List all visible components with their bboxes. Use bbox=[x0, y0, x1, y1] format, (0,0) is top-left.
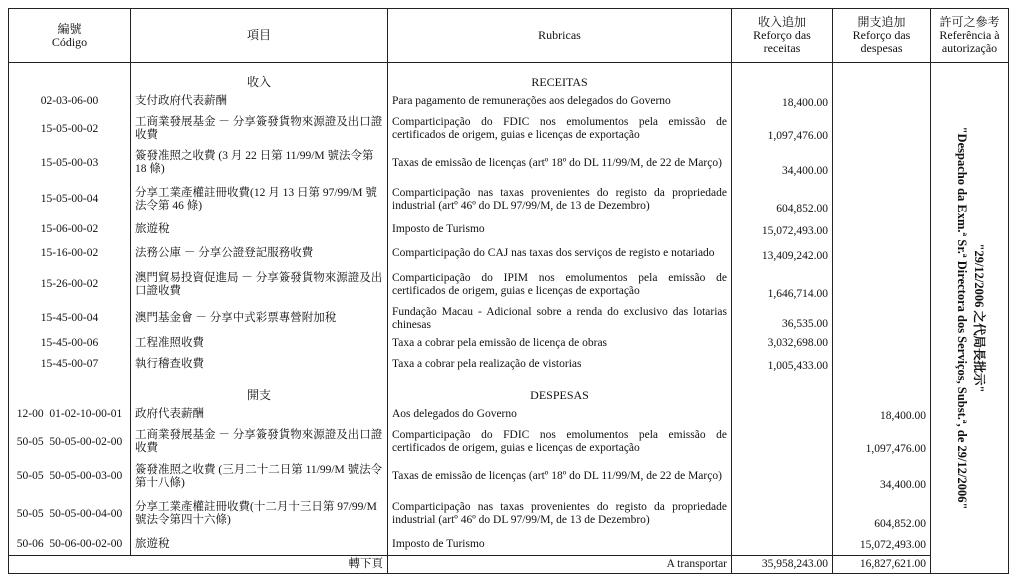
row-item: 法務公庫 － 分享公證登記服務收費 bbox=[131, 241, 388, 266]
section-title-pt: RECEITAS bbox=[388, 63, 732, 91]
row-code: 15-45-00-07 bbox=[9, 353, 131, 376]
row-receita: 36,535.00 bbox=[732, 304, 833, 334]
row-rubrica: Comparticipação do IPIM nos emolumentos pela emissão de certificados de origem, guias e licenças de exportação bbox=[388, 266, 732, 304]
row-despesa: 1,097,476.00 bbox=[833, 426, 931, 459]
row-despesa: 34,400.00 bbox=[833, 459, 931, 495]
row-item: 簽發准照之收費 (三月二十二日第 11/99/M 號法令第十八條) bbox=[131, 459, 388, 495]
table-row bbox=[9, 459, 1009, 495]
header-item: 項目 bbox=[131, 9, 388, 63]
table-row bbox=[9, 181, 1009, 219]
row-code: 15-05-00-02 bbox=[9, 113, 131, 146]
row-despesa bbox=[833, 146, 931, 181]
row-rubrica: Taxas de emissão de licenças (artº 18º do DL 11/99/M, de 22 de Março) bbox=[388, 459, 732, 495]
section-row bbox=[9, 376, 1009, 404]
row-receita bbox=[732, 426, 833, 459]
section-title-zh: 收入 bbox=[131, 63, 388, 91]
row-despesa: 604,852.00 bbox=[833, 495, 931, 534]
row-receita: 3,032,698.00 bbox=[732, 334, 833, 353]
reference-text bbox=[953, 108, 987, 528]
receita-cell bbox=[732, 376, 833, 404]
carry-label-pt: A transportar bbox=[388, 556, 732, 574]
row-item: 執行稽查收費 bbox=[131, 353, 388, 376]
row-rubrica: Para pagamento de remunerações aos delegados do Governo bbox=[388, 91, 732, 113]
row-despesa bbox=[833, 241, 931, 266]
table-row bbox=[9, 219, 1009, 241]
budget-table bbox=[8, 8, 1009, 574]
total-despesas: 16,827,621.00 bbox=[833, 556, 931, 574]
row-code: 50-05 50-05-00-03-00 bbox=[9, 459, 131, 495]
row-item: 簽發准照之收費 (3 月 22 日第 11/99/M 號法令第 18 條) bbox=[131, 146, 388, 181]
despesa-cell bbox=[833, 63, 931, 91]
receita-cell bbox=[732, 63, 833, 91]
row-rubrica: Imposto de Turismo bbox=[388, 534, 732, 556]
table-row bbox=[9, 334, 1009, 353]
header-receitas-zh: 收入追加 bbox=[757, 15, 806, 29]
table-row bbox=[9, 241, 1009, 266]
row-code: 15-45-00-06 bbox=[9, 334, 131, 353]
row-rubrica: Taxa a cobrar pela emissão de licença de obras bbox=[388, 334, 732, 353]
row-code: 12-00 01-02-10-00-01 bbox=[9, 404, 131, 426]
despesa-cell bbox=[833, 376, 931, 404]
header-rubricas: Rubricas bbox=[388, 9, 732, 63]
table-row bbox=[9, 534, 1009, 556]
row-rubrica: Comparticipação do CAJ nas taxas dos serviços de registo e notariado bbox=[388, 241, 732, 266]
row-item: 澳門基金會 － 分享中式彩票專營附加稅 bbox=[131, 304, 388, 334]
row-item: 工商業發展基金 － 分享簽發貨物來源證及出口證收費 bbox=[131, 113, 388, 146]
header-code-pt: Código bbox=[51, 34, 88, 49]
table-row bbox=[9, 266, 1009, 304]
row-rubrica: Comparticipação do FDIC nos emolumentos pela emissão de certificados de origem, guias e licenças de exportação bbox=[388, 113, 732, 146]
row-despesa bbox=[833, 266, 931, 304]
row-despesa bbox=[833, 334, 931, 353]
row-code: 50-05 50-05-00-02-00 bbox=[9, 426, 131, 459]
row-despesa: 18,400.00 bbox=[833, 404, 931, 426]
total-receitas: 35,958,243.00 bbox=[732, 556, 833, 574]
row-receita: 34,400.00 bbox=[732, 146, 833, 181]
row-despesa bbox=[833, 219, 931, 241]
row-rubrica: Taxas de emissão de licenças (artº 18º do DL 11/99/M, de 22 de Março) bbox=[388, 146, 732, 181]
header-despesas bbox=[833, 9, 931, 63]
row-despesa: 15,072,493.00 bbox=[833, 534, 931, 556]
header-receitas bbox=[732, 9, 833, 63]
header-row bbox=[9, 9, 1009, 63]
row-code: 15-05-00-03 bbox=[9, 146, 131, 181]
row-code: 50-05 50-05-00-04-00 bbox=[9, 495, 131, 534]
row-item: 分享工業產權註冊收費(十二月十三日第 97/99/M 號法令第四十六條) bbox=[131, 495, 388, 534]
row-rubrica: Fundação Macau - Adicional sobre a renda do exclusivo das lotarias chinesas bbox=[388, 304, 732, 334]
row-receita: 604,852.00 bbox=[732, 181, 833, 219]
row-item: 支付政府代表薪酬 bbox=[131, 91, 388, 113]
row-code: 15-05-00-04 bbox=[9, 181, 131, 219]
header-despesas-zh: 開支追加 bbox=[857, 15, 906, 29]
reference-line-pt: "Despacho da Exm.ª Sr.ª Directora dos Serviços, Subst.ª, de 29/12/2006" bbox=[954, 126, 969, 510]
row-item: 澳門貿易投資促進局 － 分享簽發貨物來源證及出口證收費 bbox=[131, 266, 388, 304]
section-row bbox=[9, 63, 1009, 91]
row-despesa bbox=[833, 304, 931, 334]
row-rubrica: Comparticipação do FDIC nos emolumentos pela emissão de certificados de origem, guias e licenças de exportação bbox=[388, 426, 732, 459]
header-code bbox=[9, 9, 131, 63]
row-item: 工商業發展基金 － 分享簽發貨物來源證及出口證收費 bbox=[131, 426, 388, 459]
row-rubrica: Comparticipação nas taxas provenientes do registo da propriedade industrial (artº 46º do DL 97/99/M, de 13 de Dezembro) bbox=[388, 495, 732, 534]
table-row bbox=[9, 404, 1009, 426]
row-receita: 15,072,493.00 bbox=[732, 219, 833, 241]
row-rubrica: Imposto de Turismo bbox=[388, 219, 732, 241]
row-code: 15-26-00-02 bbox=[9, 266, 131, 304]
section-title-zh: 開支 bbox=[131, 376, 388, 404]
row-item: 旅遊稅 bbox=[131, 534, 388, 556]
row-receita: 1,005,433.00 bbox=[732, 353, 833, 376]
section-title-pt: DESPESAS bbox=[388, 376, 732, 404]
carry-forward-row bbox=[9, 556, 1009, 574]
row-receita: 1,646,714.00 bbox=[732, 266, 833, 304]
row-rubrica: Taxa a cobrar pela realização de vistorias bbox=[388, 353, 732, 376]
table-row bbox=[9, 495, 1009, 534]
row-receita bbox=[732, 404, 833, 426]
reference-cell bbox=[931, 63, 1009, 574]
row-receita: 13,409,242.00 bbox=[732, 241, 833, 266]
table-row bbox=[9, 304, 1009, 334]
table-row bbox=[9, 146, 1009, 181]
row-rubrica: Aos delegados do Governo bbox=[388, 404, 732, 426]
reference-line-zh: "29/12/2006 之代局長批示" bbox=[971, 243, 986, 393]
header-ref-zh: 許可之參考 bbox=[939, 15, 1000, 29]
header-receitas-pt: Reforço das receitas bbox=[753, 28, 811, 55]
table-row bbox=[9, 353, 1009, 376]
row-item: 工程准照收費 bbox=[131, 334, 388, 353]
row-despesa bbox=[833, 91, 931, 113]
row-code: 15-06-00-02 bbox=[9, 219, 131, 241]
carry-label-zh: 轉下頁 bbox=[9, 556, 388, 574]
table-row bbox=[9, 426, 1009, 459]
header-ref-pt: Referência à autorização bbox=[939, 28, 1000, 55]
header-code-zh: 編號 bbox=[57, 21, 82, 36]
row-despesa bbox=[833, 181, 931, 219]
row-receita bbox=[732, 459, 833, 495]
row-code: 50-06 50-06-00-02-00 bbox=[9, 534, 131, 556]
row-item: 分享工業產權註冊收費(12 月 13 日第 97/99/M 號法令第 46 條) bbox=[131, 181, 388, 219]
row-receita: 18,400.00 bbox=[732, 91, 833, 113]
row-code: 02-03-06-00 bbox=[9, 91, 131, 113]
header-despesas-pt: Reforço das despesas bbox=[852, 28, 911, 55]
row-item: 旅遊稅 bbox=[131, 219, 388, 241]
section-code-cell bbox=[9, 63, 131, 91]
row-despesa bbox=[833, 353, 931, 376]
row-receita bbox=[732, 534, 833, 556]
row-receita: 1,097,476.00 bbox=[732, 113, 833, 146]
row-rubrica: Comparticipação nas taxas provenientes do registo da propriedade industrial (artº 46º do DL 97/99/M, de 13 de Dezembro) bbox=[388, 181, 732, 219]
row-code: 15-45-00-04 bbox=[9, 304, 131, 334]
table-row bbox=[9, 113, 1009, 146]
row-receita bbox=[732, 495, 833, 534]
header-reference bbox=[931, 9, 1009, 63]
row-code: 15-16-00-02 bbox=[9, 241, 131, 266]
section-code-cell bbox=[9, 376, 131, 404]
table-row bbox=[9, 91, 1009, 113]
row-despesa bbox=[833, 113, 931, 146]
row-item: 政府代表薪酬 bbox=[131, 404, 388, 426]
